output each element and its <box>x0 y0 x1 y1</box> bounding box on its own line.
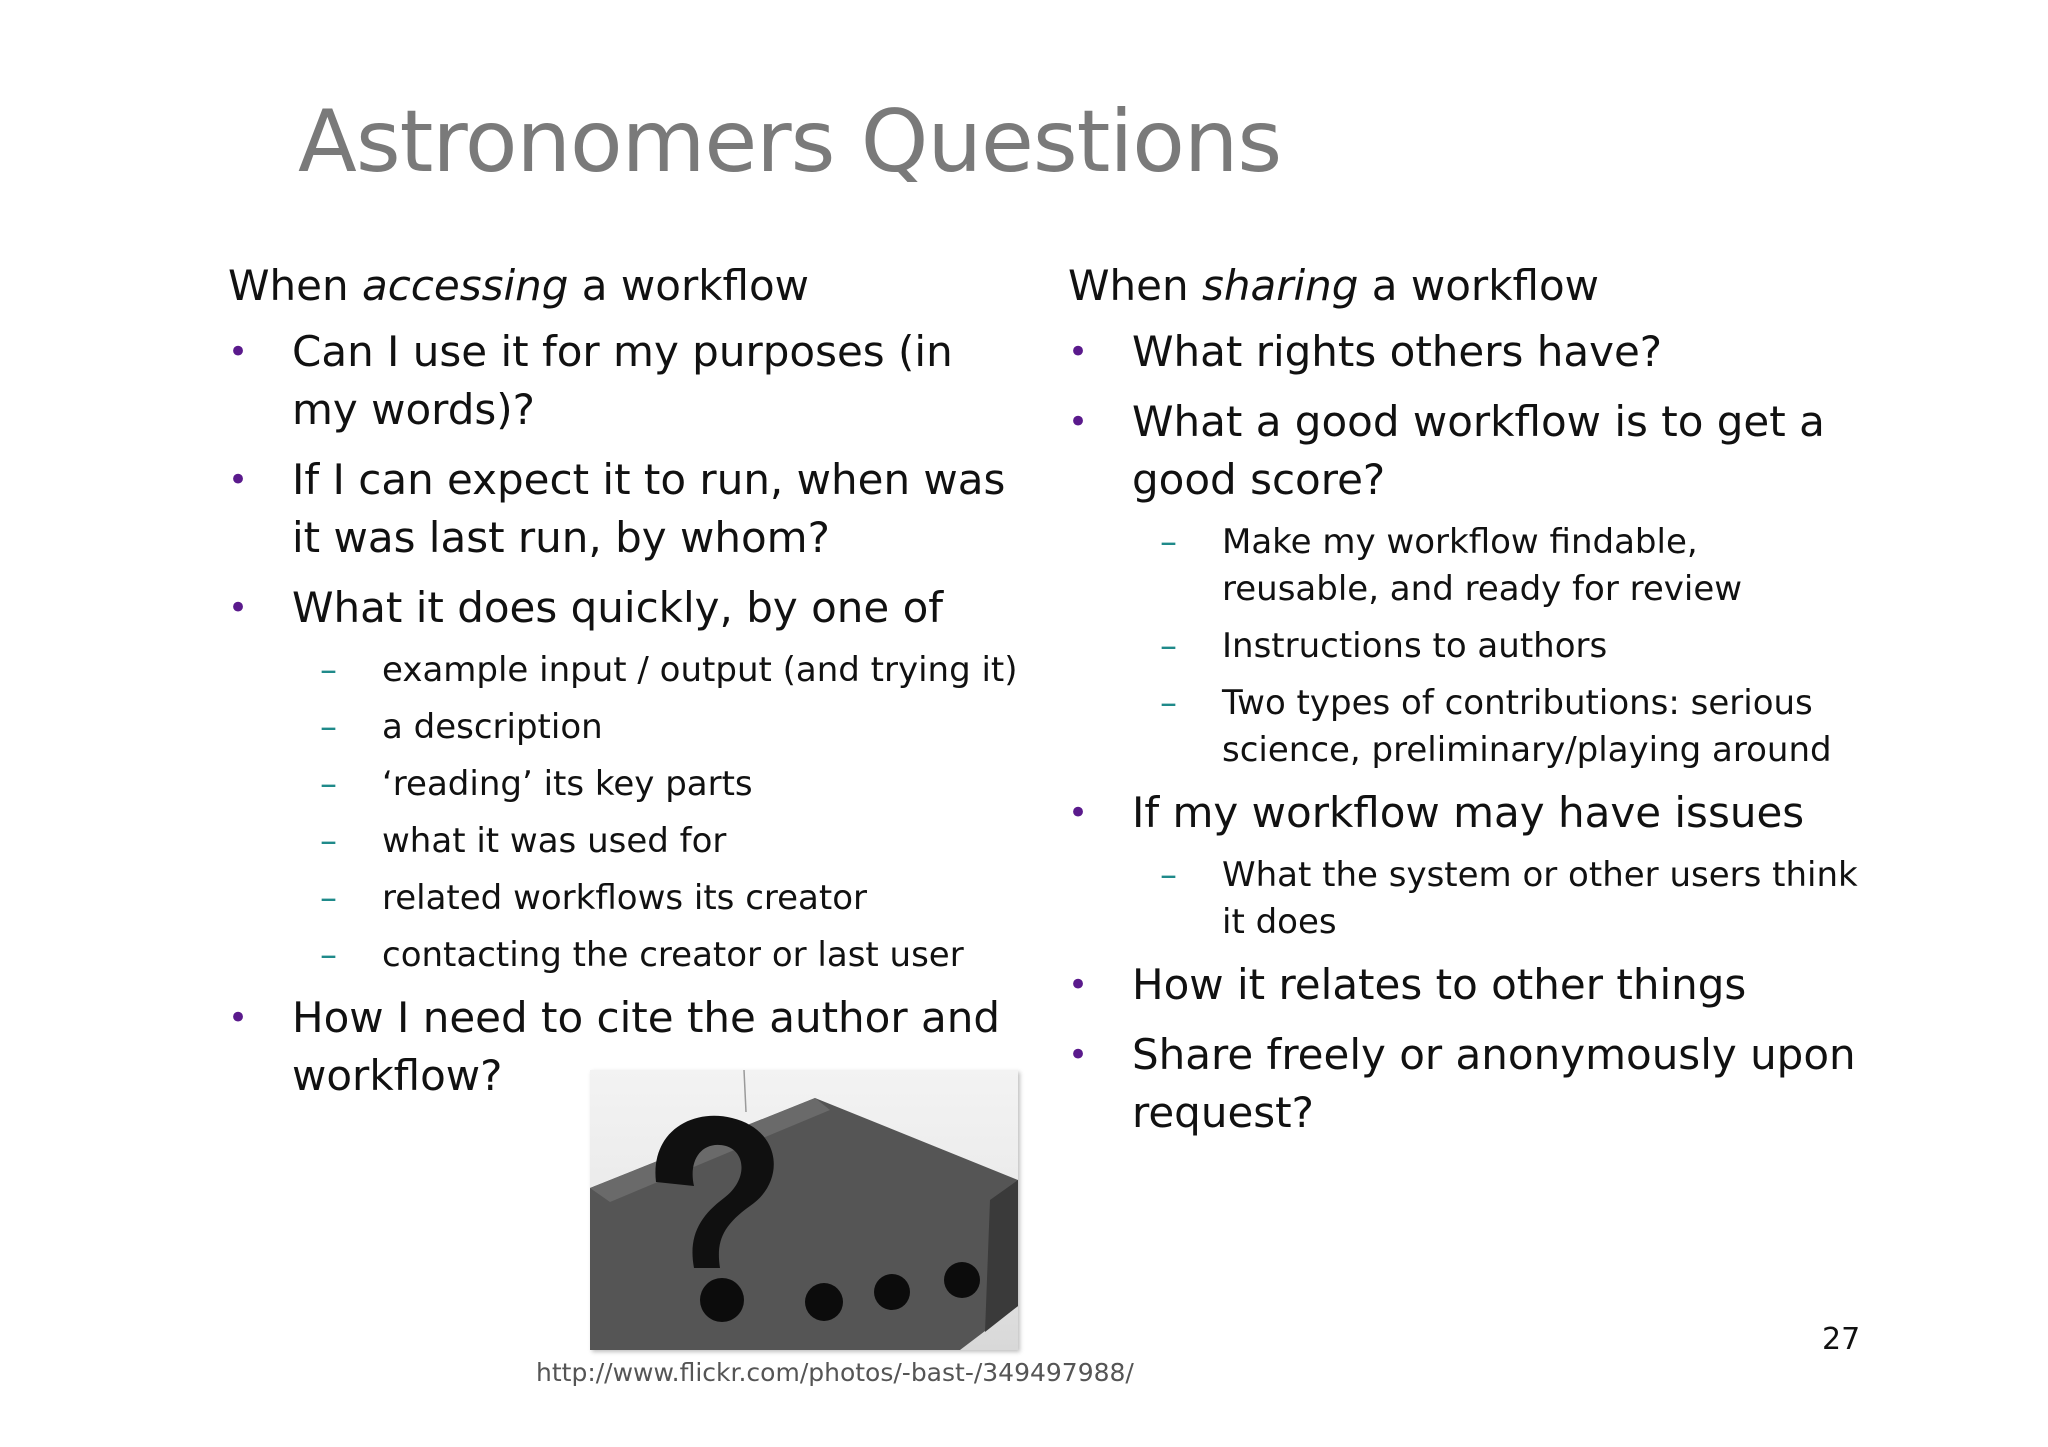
list-item <box>1068 323 1858 381</box>
list-item <box>228 451 1018 567</box>
left-heading-post: a workflow <box>568 261 810 310</box>
sub-list-item <box>306 704 1018 751</box>
right-bullet-list-final <box>1068 956 1858 1142</box>
dash-icon: – <box>320 821 337 861</box>
right-bullet-list <box>1068 323 1858 509</box>
bullet-text: Can I use it for my purposes (in my words)? <box>292 327 953 434</box>
bullet-icon: • <box>228 998 249 1038</box>
page-number: 27 <box>1822 1322 1861 1357</box>
bullet-text: Share freely or anonymously upon request? <box>1132 1030 1856 1137</box>
bullet-icon: • <box>228 332 249 372</box>
photo-credit-link[interactable]: http://www.flickr.com/photos/-bast-/349497988/ <box>536 1358 1134 1387</box>
sub-list-item <box>306 932 1018 979</box>
sub-list-item <box>1146 852 1858 946</box>
sub-bullet-text: what it was used for <box>382 821 727 861</box>
right-heading-pre: When <box>1068 261 1202 310</box>
list-item <box>228 579 1018 637</box>
right-score-sub-list <box>1146 519 1858 774</box>
sub-bullet-text: Make my workflow findable, reusable, and ready for review <box>1222 522 1743 609</box>
sub-list-item <box>1146 623 1858 670</box>
bullet-text: What a good workflow is to get a good score? <box>1132 397 1825 504</box>
right-issues-sub-list <box>1146 852 1858 946</box>
list-item <box>1068 393 1858 509</box>
list-item <box>228 323 1018 439</box>
right-bullet-list-continued <box>1068 784 1858 842</box>
sub-list-item <box>306 818 1018 865</box>
bullet-icon: • <box>1068 793 1089 833</box>
bullet-icon: • <box>1068 965 1089 1005</box>
bullet-text: How it relates to other things <box>1132 960 1747 1009</box>
list-item <box>1068 1026 1858 1142</box>
sub-bullet-text: ‘reading’ its key parts <box>382 764 753 804</box>
question-mark-photo <box>590 1070 1018 1350</box>
bullet-text: What rights others have? <box>1132 327 1663 376</box>
question-mark-ellipsis-icon <box>590 1070 1018 1350</box>
dash-icon: – <box>320 764 337 804</box>
sub-bullet-text: Instructions to authors <box>1222 626 1608 666</box>
sub-bullet-text: Two types of contributions: serious science, preliminary/playing around <box>1222 683 1832 770</box>
sub-bullet-text: What the system or other users think it does <box>1222 855 1858 942</box>
right-heading-post: a workflow <box>1358 261 1600 310</box>
sub-list-item <box>1146 680 1858 774</box>
right-score-sub-list-wrap <box>1146 519 1858 774</box>
left-column-heading <box>228 255 1018 317</box>
sub-bullet-text: a description <box>382 707 603 747</box>
sub-bullet-text: contacting the creator or last user <box>382 935 964 975</box>
bullet-icon: • <box>1068 332 1089 372</box>
sub-bullet-text: example input / output (and trying it) <box>382 650 1018 690</box>
list-item <box>1068 956 1858 1014</box>
bullet-text: If my workflow may have issues <box>1132 788 1805 837</box>
dash-icon: – <box>320 707 337 747</box>
left-sub-list <box>306 647 1018 979</box>
bullet-icon: • <box>228 588 249 628</box>
sub-list-item <box>306 647 1018 694</box>
bullet-icon: • <box>228 460 249 500</box>
bullet-text: What it does quickly, by one of <box>292 583 944 632</box>
left-bullet-list <box>228 323 1018 637</box>
bullet-text: How I need to cite the author and workflow? <box>292 993 1001 1100</box>
right-issues-sub-list-wrap <box>1146 852 1858 946</box>
list-item <box>1068 784 1858 842</box>
right-column <box>1068 255 1858 1154</box>
right-heading-emphasis: sharing <box>1201 261 1359 310</box>
bullet-icon: • <box>1068 1035 1089 1075</box>
dash-icon: – <box>1160 522 1177 562</box>
slide-title: Astronomers Questions <box>298 92 1282 192</box>
left-heading-pre: When <box>228 261 362 310</box>
dash-icon: – <box>1160 683 1177 723</box>
bullet-text: If I can expect it to run, when was it was last run, by whom? <box>292 455 1006 562</box>
right-column-heading <box>1068 255 1858 317</box>
left-column <box>228 255 1018 1117</box>
dash-icon: – <box>1160 626 1177 666</box>
dash-icon: – <box>320 935 337 975</box>
dash-icon: – <box>320 650 337 690</box>
left-sub-list-wrap <box>306 647 1018 979</box>
sub-list-item <box>306 761 1018 808</box>
sub-list-item <box>306 875 1018 922</box>
left-heading-emphasis: accessing <box>361 261 569 310</box>
sub-list-item <box>1146 519 1858 613</box>
sub-bullet-text: related workflows its creator <box>382 878 867 918</box>
dash-icon: – <box>1160 855 1177 895</box>
bullet-icon: • <box>1068 402 1089 442</box>
dash-icon: – <box>320 878 337 918</box>
